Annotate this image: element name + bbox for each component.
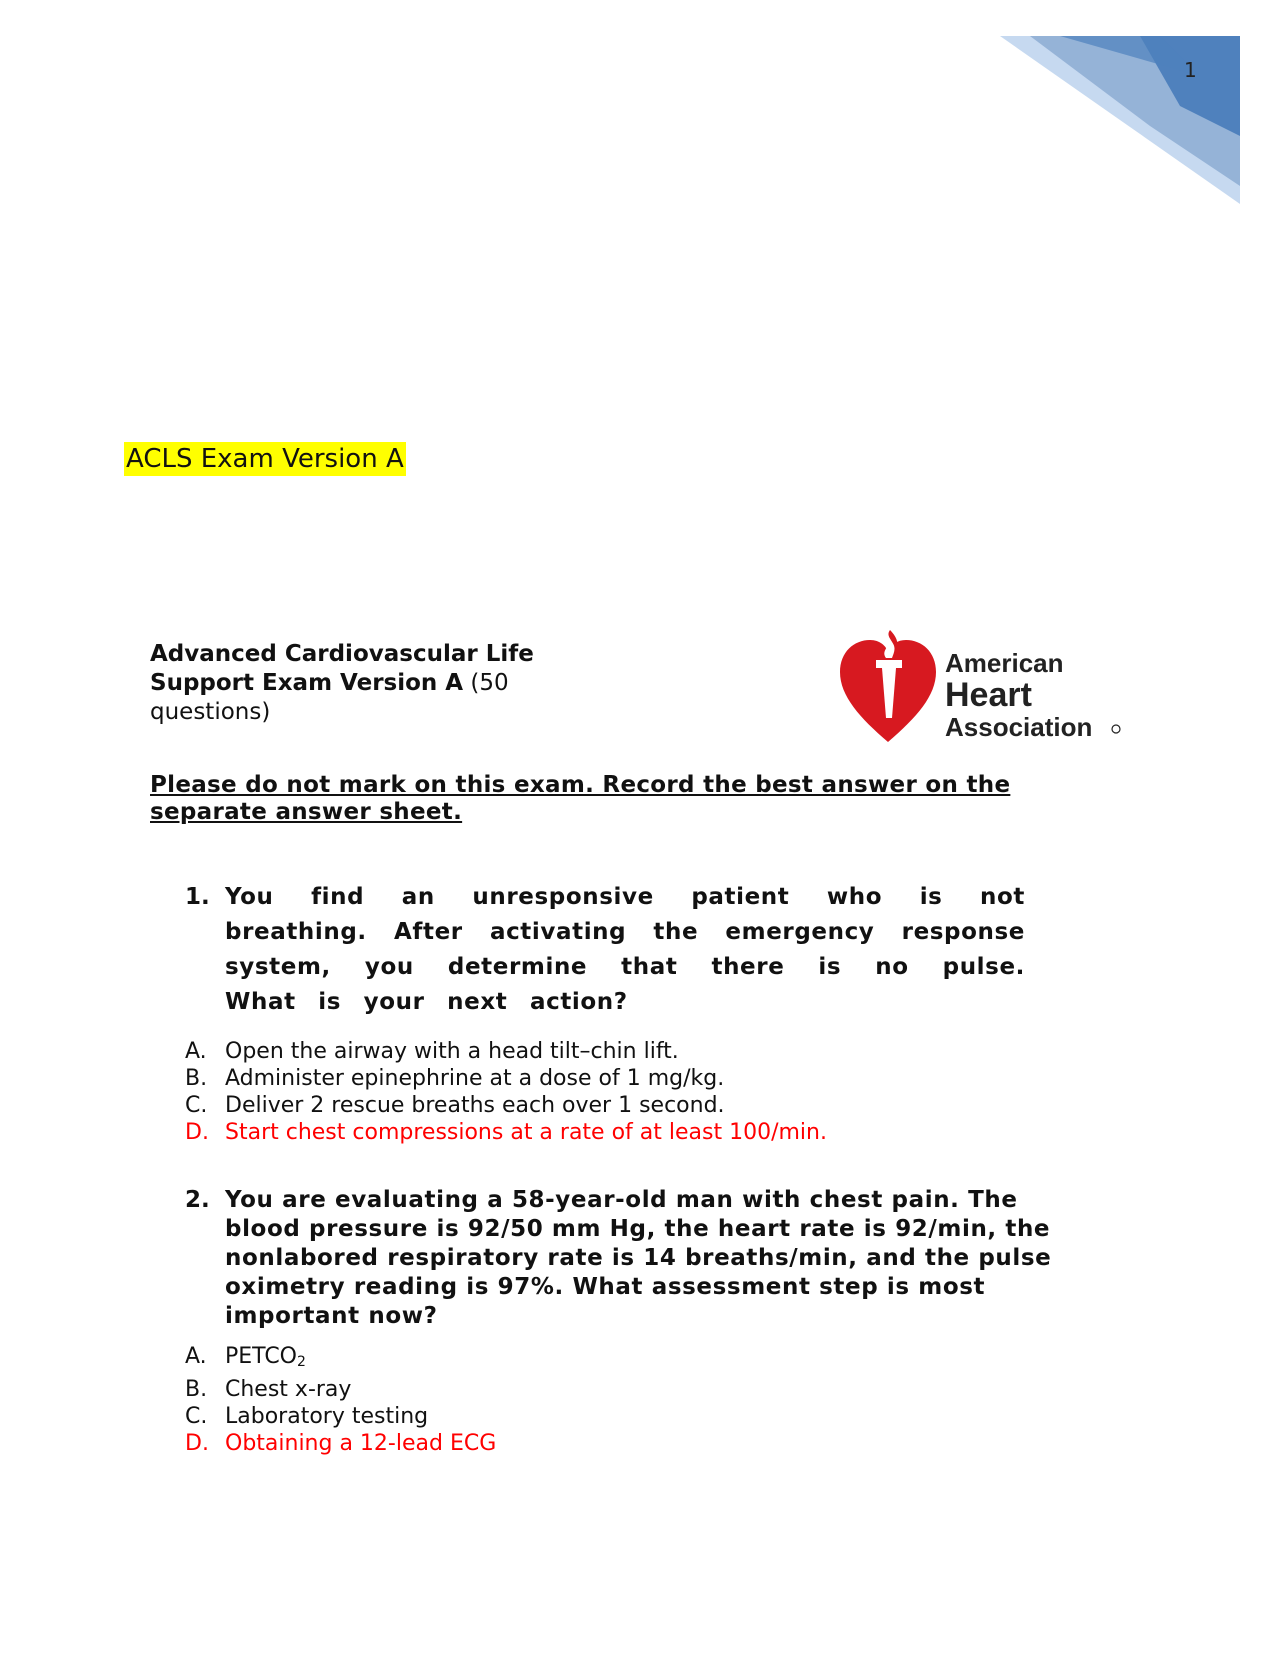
logo-line-american: American [945,648,1064,678]
option-text: Deliver 2 rescue breaths each over 1 second. [225,1093,725,1118]
option-b [185,1376,1085,1403]
logo-line-heart: Heart [945,676,1032,714]
question-number: 2. [185,1187,210,1213]
option-letter: A. [185,1039,207,1064]
option-b [185,1065,1025,1092]
option-subscript: 2 [297,1354,306,1370]
option-letter: B. [185,1066,208,1091]
option-letter: C. [185,1404,208,1429]
option-d-correct [185,1119,1025,1146]
exam-heading-count: (50 questions) [150,670,509,725]
option-letter: D. [185,1431,209,1456]
corner-decoration [1000,36,1240,204]
question-1 [185,880,1025,1146]
option-letter: C. [185,1093,208,1118]
option-text: Obtaining a 12-lead ECG [225,1431,497,1456]
document-title: ACLS Exam Version A [126,444,404,474]
option-text: Start chest compressions at a rate of at least 100/min. [225,1120,827,1145]
question-text: You find an unresponsive patient who is not breathing. After activating the emergency response system, you determine that there is no pulse. What is your next action? [225,884,1025,1015]
question-text: You are evaluating a 58-year-old man with chest pain. The blood pressure is 92/50 mm Hg, the heart rate is 92/min, the nonlabored respiratory rate is 14 breaths/min, and the pulse oximetry reading is 97%. What assessment step is most important now? [225,1187,1052,1329]
exam-heading [150,640,620,727]
option-letter: B. [185,1377,208,1402]
instruction-text: Please do not mark on this exam. Record the best answer on the separate answer sheet. [150,772,1011,825]
aha-logo [840,630,1130,750]
option-letter: A. [185,1344,207,1369]
option-c [185,1092,1025,1119]
option-a [185,1343,1085,1376]
question-number: 1. [185,884,210,910]
exam-heading-title: Advanced Cardiovascular Life Support Exam Version A [150,641,534,696]
option-list [185,1343,1085,1457]
option-a [185,1038,1025,1065]
page-number: 1 [1184,58,1197,82]
logo-line-association: Association [945,712,1093,742]
option-text-main: PETCO [225,1344,297,1369]
question-2 [185,1186,1085,1457]
option-text: Chest x-ray [225,1377,352,1402]
option-list [185,1038,1025,1146]
option-text [225,1343,306,1376]
option-text: Open the airway with a head tilt–chin lift. [225,1039,679,1064]
option-c [185,1403,1085,1430]
option-text: Laboratory testing [225,1404,429,1429]
option-text: Administer epinephrine at a dose of 1 mg/kg. [225,1066,725,1091]
option-d-correct [185,1430,1085,1457]
heart-torch-icon [840,630,936,742]
option-letter: D. [185,1120,209,1145]
